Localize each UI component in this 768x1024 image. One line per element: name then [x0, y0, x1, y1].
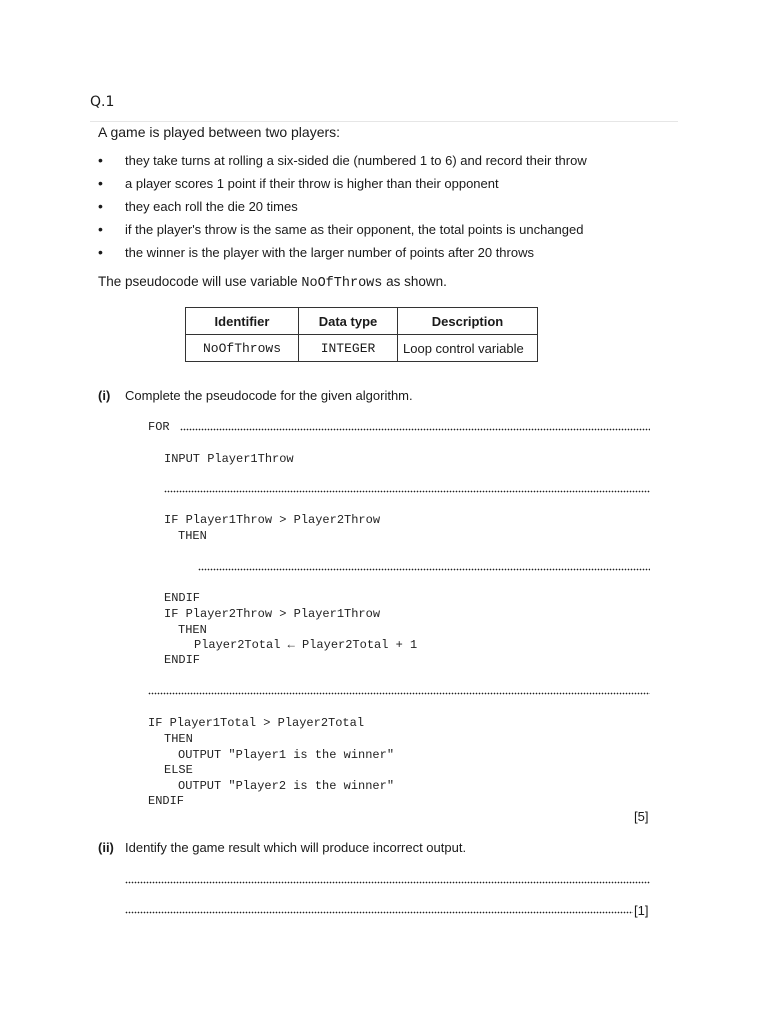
code-if1: IF Player1Throw > Player2Throw: [164, 513, 381, 527]
answer-line-ii-1[interactable]: [125, 879, 650, 885]
intro-text: A game is played between two players:: [98, 124, 341, 140]
code-input: INPUT Player1Throw: [164, 452, 294, 466]
code-then3: THEN: [164, 732, 193, 746]
code-endif2: ENDIF: [164, 653, 201, 667]
part-i-label: (i): [98, 388, 111, 403]
code-output1: OUTPUT "Player1 is the winner": [178, 748, 395, 762]
variable-sentence-before: The pseudocode will use variable: [98, 274, 302, 289]
answer-line-3[interactable]: [148, 690, 650, 696]
cell-description: Loop control variable: [398, 335, 538, 362]
rules-list: [98, 152, 587, 267]
part-ii-label: (ii): [98, 840, 114, 855]
code-else3: ELSE: [164, 763, 193, 777]
identifier-table: [185, 307, 538, 362]
variable-sentence: [98, 274, 447, 291]
variable-name: NoOfThrows: [301, 276, 383, 291]
part-ii-prompt: [98, 840, 466, 855]
cell-identifier: NoOfThrows: [186, 335, 299, 362]
table-row: [186, 335, 538, 362]
part-ii-text: Identify the game result which will produce incorrect output.: [125, 840, 467, 855]
answer-line-2[interactable]: [198, 566, 650, 572]
code-endif3: ENDIF: [148, 794, 185, 808]
part-i-marks: [5]: [634, 809, 649, 824]
cell-data-type: INTEGER: [299, 335, 398, 362]
answer-line-for[interactable]: [180, 426, 650, 432]
code-then1: THEN: [178, 529, 207, 543]
rule-item: • they take turns at rolling a six-sided die (numbered 1 to 6) and record their throw: [98, 152, 587, 175]
header-description: Description: [398, 308, 538, 335]
part-ii-marks: [1]: [634, 903, 649, 918]
table-header-row: [186, 308, 538, 335]
answer-line-ii-2[interactable]: [125, 909, 633, 915]
code-assign2: Player2Total ← Player2Total + 1: [194, 638, 418, 652]
code-endif1: ENDIF: [164, 591, 201, 605]
question-number: Q.1: [90, 94, 115, 110]
variable-sentence-after: as shown.: [382, 274, 447, 289]
rule-item: • a player scores 1 point if their throw is higher than their opponent: [98, 175, 587, 198]
rule-item: • the winner is the player with the larger number of points after 20 throws: [98, 244, 587, 267]
code-if2: IF Player2Throw > Player1Throw: [164, 607, 381, 621]
code-if3: IF Player1Total > Player2Total: [148, 716, 365, 730]
rule-item: • if the player's throw is the same as their opponent, the total points is unchanged: [98, 221, 587, 244]
part-i-text: Complete the pseudocode for the given algorithm.: [125, 388, 413, 403]
answer-line-1[interactable]: [164, 488, 650, 494]
rule-item: • they each roll the die 20 times: [98, 198, 587, 221]
header-divider: [90, 121, 678, 122]
code-for: FOR: [148, 420, 170, 434]
code-then2: THEN: [178, 623, 207, 637]
header-identifier: Identifier: [186, 308, 299, 335]
part-i-prompt: [98, 388, 413, 403]
code-output2: OUTPUT "Player2 is the winner": [178, 779, 395, 793]
header-data-type: Data type: [299, 308, 398, 335]
